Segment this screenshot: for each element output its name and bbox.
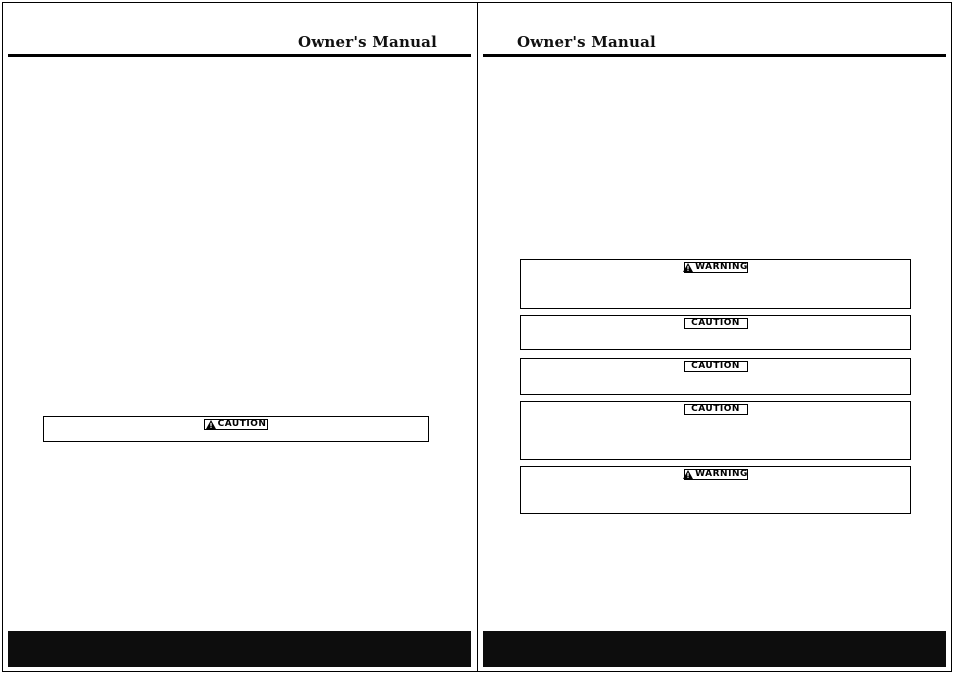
alert-triangle-icon bbox=[683, 470, 693, 479]
caution-notice-box bbox=[43, 416, 429, 442]
caution-notice-box bbox=[520, 358, 911, 395]
caution-label: CAUTION bbox=[217, 419, 267, 429]
warning-notice-box bbox=[520, 259, 911, 309]
warning-badge bbox=[684, 262, 748, 273]
caution-badge bbox=[204, 419, 268, 430]
caution-label: CAUTION bbox=[691, 318, 740, 328]
caution-badge bbox=[684, 318, 748, 329]
left-page bbox=[2, 2, 478, 672]
warning-notice-box bbox=[520, 466, 911, 514]
warning-badge bbox=[684, 469, 748, 480]
header-rule bbox=[483, 54, 946, 57]
caution-label: CAUTION bbox=[691, 361, 740, 371]
footer-bar bbox=[483, 631, 946, 667]
alert-triangle-icon bbox=[206, 420, 216, 429]
alert-triangle-icon bbox=[683, 263, 693, 272]
caution-notice-box bbox=[520, 401, 911, 460]
header-title: Owner's Manual bbox=[298, 33, 437, 51]
warning-label: WARNING bbox=[695, 469, 748, 479]
footer-bar bbox=[8, 631, 471, 667]
caution-badge bbox=[684, 404, 748, 415]
warning-label: WARNING bbox=[695, 262, 748, 272]
right-page bbox=[477, 2, 952, 672]
header-title: Owner's Manual bbox=[517, 33, 656, 51]
caution-notice-box bbox=[520, 315, 911, 350]
header-rule bbox=[8, 54, 471, 57]
caution-badge bbox=[684, 361, 748, 372]
caution-label: CAUTION bbox=[691, 404, 740, 414]
